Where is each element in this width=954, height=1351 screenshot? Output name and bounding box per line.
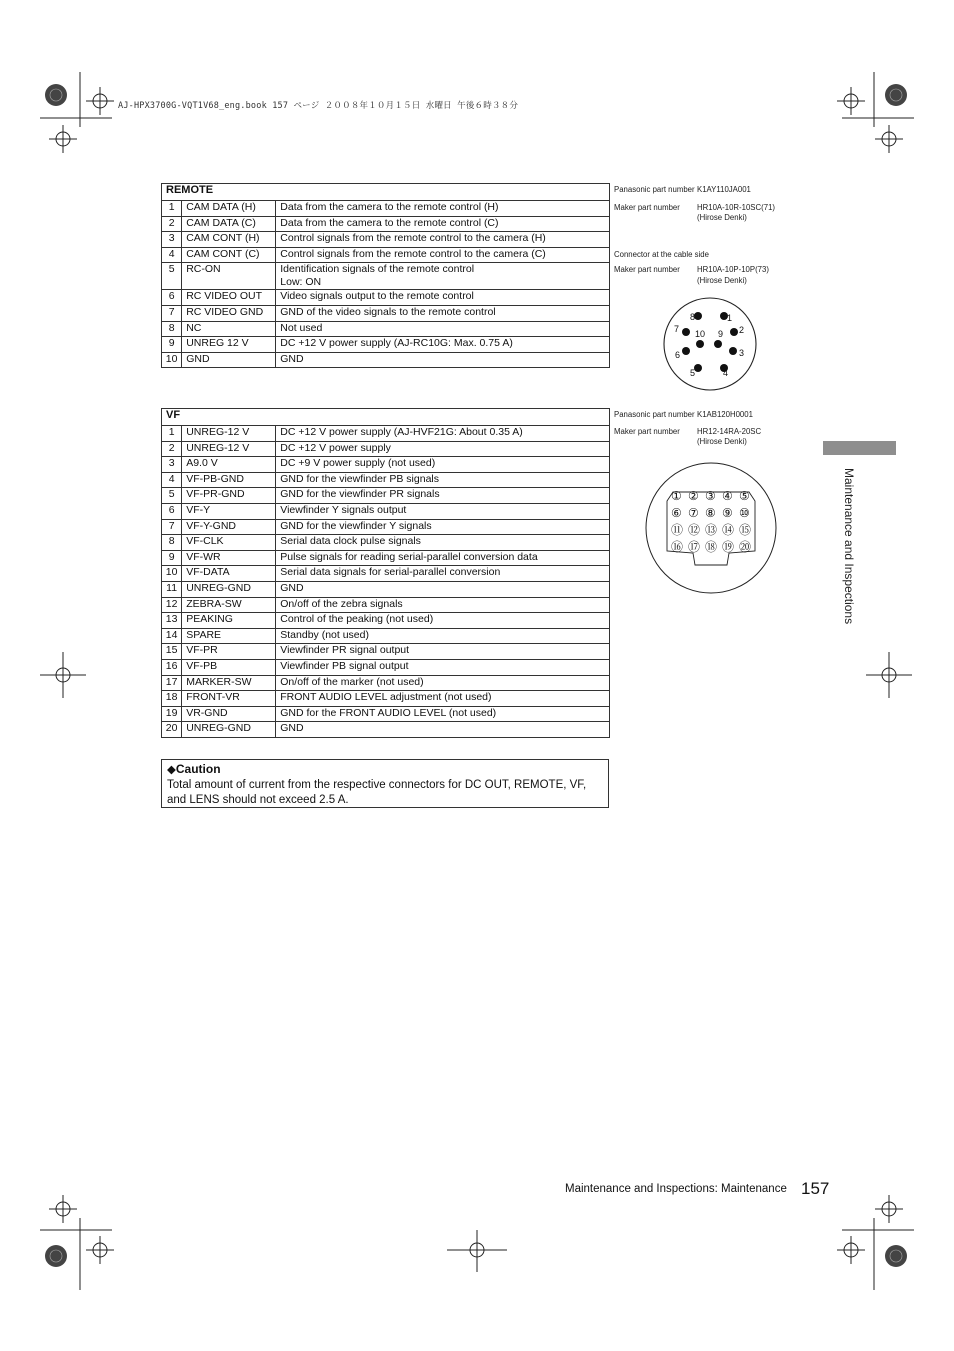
signal-name: VF-PB-GND: [182, 472, 276, 488]
signal-description: DC +12 V power supply (AJ-HVF21G: About 0.35 A): [276, 426, 610, 442]
pin-label: ④: [722, 489, 733, 503]
vf-connector-diagram: [643, 461, 779, 595]
pin-label: 10: [695, 329, 706, 339]
vf-pin-row: [162, 659, 610, 675]
signal-description: Viewfinder Y signals output: [276, 503, 610, 519]
pin-number: 4: [162, 247, 182, 263]
signal-description: Serial data clock pulse signals: [276, 535, 610, 551]
signal-description: GND: [276, 581, 610, 597]
pin-number: 8: [162, 321, 182, 337]
vf-pin-row: [162, 613, 610, 629]
pin-number: 9: [162, 337, 182, 353]
signal-name: UNREG-GND: [182, 581, 276, 597]
remote-connector-diagram: [660, 296, 760, 392]
vf-pin-row: [162, 722, 610, 738]
pin-number: 17: [162, 675, 182, 691]
pin-label: ①: [671, 489, 682, 503]
pin-number: 19: [162, 706, 182, 722]
signal-name: RC VIDEO OUT: [182, 290, 276, 306]
pin-label: 8: [690, 312, 696, 322]
pin-label: 2: [739, 325, 745, 335]
signal-description: GND for the viewfinder PR signals: [276, 488, 610, 504]
signal-description: Control signals from the remote control to the camera (C): [276, 247, 610, 263]
remote-table-title: REMOTE: [162, 184, 610, 201]
pin-label: ⑳: [739, 540, 752, 554]
remote-panasonic-label: Panasonic part number: [614, 185, 695, 194]
signal-description: Control signals from the remote control to the camera (H): [276, 232, 610, 248]
signal-name: GND: [182, 352, 276, 368]
signal-description: Viewfinder PR signal output: [276, 644, 610, 660]
pin-label: ⑲: [722, 540, 735, 554]
signal-description: Data from the camera to the remote control (H): [276, 201, 610, 217]
signal-name: VF-Y: [182, 503, 276, 519]
pin-label: ②: [688, 489, 699, 503]
pin-dot: [682, 328, 690, 336]
remote-pin-row: [162, 337, 610, 353]
signal-description: Data from the camera to the remote control (C): [276, 216, 610, 232]
signal-description: DC +12 V power supply: [276, 441, 610, 457]
remote-pin-row: [162, 232, 610, 248]
vf-pin-table: [161, 408, 610, 738]
pin-number: 14: [162, 628, 182, 644]
pin-dot: [729, 347, 737, 355]
pin-number: 18: [162, 691, 182, 707]
pin-label: ⑯: [671, 540, 684, 554]
signal-name: VF-PR: [182, 644, 276, 660]
signal-description: Standby (not used): [276, 628, 610, 644]
vf-pin-row: [162, 597, 610, 613]
remote-pin-row: [162, 305, 610, 321]
remote-maker-label: Maker part number: [614, 203, 680, 212]
section-tab-marker: [823, 441, 896, 455]
caution-text: Total amount of current from the respective connectors for DC OUT, REMOTE, VF, and LENS should not exceed 2.5 A.: [167, 779, 587, 806]
pin-number: 1: [162, 426, 182, 442]
remote-cable-side-label: Connector at the cable side: [614, 250, 709, 259]
pin-dot: [694, 312, 702, 320]
pin-number: 11: [162, 581, 182, 597]
pin-label: ⑤: [739, 489, 750, 503]
signal-name: ZEBRA-SW: [182, 597, 276, 613]
remote-maker2-value: HR10A-10P-10P(73): [697, 265, 769, 274]
pin-label: 5: [690, 368, 696, 378]
pin-number: 13: [162, 613, 182, 629]
pin-dot: [694, 364, 702, 372]
signal-description: Not used: [276, 321, 610, 337]
vf-pin-row: [162, 581, 610, 597]
vf-pin-row: [162, 706, 610, 722]
remote-pin-row: [162, 263, 610, 290]
remote-maker-value: HR10A-10R-10SC(71): [697, 203, 775, 212]
signal-name: FRONT-VR: [182, 691, 276, 707]
vf-pin-row: [162, 441, 610, 457]
signal-description: On/off of the marker (not used): [276, 675, 610, 691]
signal-description: GND of the video signals to the remote control: [276, 305, 610, 321]
vf-pin-row: [162, 472, 610, 488]
vf-maker-label: Maker part number: [614, 427, 680, 436]
pin-number: 10: [162, 352, 182, 368]
signal-description: GND for the viewfinder PB signals: [276, 472, 610, 488]
remote-pin-row: [162, 247, 610, 263]
vf-pin-row: [162, 644, 610, 660]
signal-name: UNREG-12 V: [182, 441, 276, 457]
pin-dot: [696, 340, 704, 348]
signal-name: VF-PB: [182, 659, 276, 675]
signal-description: Viewfinder PB signal output: [276, 659, 610, 675]
signal-description: Control of the peaking (not used): [276, 613, 610, 629]
pin-label: ⑩: [739, 506, 750, 520]
pin-label: ③: [705, 489, 716, 503]
remote-pin-row: [162, 201, 610, 217]
pin-number: 4: [162, 472, 182, 488]
remote-pin-row: [162, 352, 610, 368]
signal-name: RC-ON: [182, 263, 276, 290]
description-line: Identification signals of the remote control: [280, 263, 475, 276]
signal-description: DC +9 V power supply (not used): [276, 457, 610, 473]
pin-label: ⑭: [722, 523, 735, 537]
pin-number: 6: [162, 290, 182, 306]
signal-description: Serial data signals for serial-parallel conversion: [276, 566, 610, 582]
remote-pin-table: [161, 183, 610, 368]
pin-label: ⑮: [739, 523, 752, 537]
pin-label: 1: [727, 313, 733, 323]
signal-description: GND: [276, 352, 610, 368]
pin-number: 8: [162, 535, 182, 551]
signal-name: VF-CLK: [182, 535, 276, 551]
vf-maker-note: (Hirose Denki): [697, 437, 747, 446]
remote-maker2-label: Maker part number: [614, 265, 680, 274]
signal-name: UNREG-GND: [182, 722, 276, 738]
signal-name: VF-DATA: [182, 566, 276, 582]
diamond-icon: ◆: [167, 764, 176, 776]
signal-description: GND for the FRONT AUDIO LEVEL (not used): [276, 706, 610, 722]
signal-name: RC VIDEO GND: [182, 305, 276, 321]
signal-name: UNREG-12 V: [182, 426, 276, 442]
pin-number: 2: [162, 216, 182, 232]
pin-label: ⑫: [688, 523, 701, 537]
vf-pin-row: [162, 535, 610, 551]
signal-name: SPARE: [182, 628, 276, 644]
pin-number: 15: [162, 644, 182, 660]
remote-panasonic-value: K1AY110JA001: [697, 185, 751, 194]
pin-number: 12: [162, 597, 182, 613]
signal-name: VR-GND: [182, 706, 276, 722]
pin-label: ⑨: [722, 506, 733, 520]
pin-label: ⑦: [688, 506, 699, 520]
vf-pin-row: [162, 519, 610, 535]
signal-description: Pulse signals for reading serial-parallel conversion data: [276, 550, 610, 566]
print-header: AJ-HPX3700G-VQT1V68_eng.book 157 ページ ２００８年１０月１５日 水曜日 午後６時３８分: [118, 101, 519, 111]
pin-number: 7: [162, 519, 182, 535]
vf-pin-row: [162, 503, 610, 519]
pin-label: 7: [674, 324, 680, 334]
pin-label: 6: [675, 350, 681, 360]
remote-pin-row: [162, 216, 610, 232]
signal-description: GND: [276, 722, 610, 738]
signal-description: DC +12 V power supply (AJ-RC10G: Max. 0.75 A): [276, 337, 610, 353]
pin-number: 6: [162, 503, 182, 519]
vf-pin-row: [162, 550, 610, 566]
pin-number: 5: [162, 488, 182, 504]
pin-number: 20: [162, 722, 182, 738]
signal-name: VF-Y-GND: [182, 519, 276, 535]
signal-name: CAM DATA (C): [182, 216, 276, 232]
signal-name: CAM DATA (H): [182, 201, 276, 217]
pin-number: 9: [162, 550, 182, 566]
vf-pin-row: [162, 675, 610, 691]
pin-number: 7: [162, 305, 182, 321]
remote-maker2-note: (Hirose Denki): [697, 276, 747, 285]
signal-description: FRONT AUDIO LEVEL adjustment (not used): [276, 691, 610, 707]
description-line: Low: ON: [280, 276, 322, 289]
pin-label: ⑰: [688, 540, 701, 554]
signal-name: CAM CONT (H): [182, 232, 276, 248]
signal-name: UNREG 12 V: [182, 337, 276, 353]
vf-table-title: VF: [162, 409, 610, 426]
signal-name: VF-WR: [182, 550, 276, 566]
pin-label: ⑥: [671, 506, 682, 520]
signal-name: MARKER-SW: [182, 675, 276, 691]
vf-pin-row: [162, 426, 610, 442]
vf-panasonic-value: K1AB120H0001: [697, 410, 753, 419]
signal-name: A9.0 V: [182, 457, 276, 473]
signal-description: GND for the viewfinder Y signals: [276, 519, 610, 535]
signal-name: CAM CONT (C): [182, 247, 276, 263]
vf-pin-row: [162, 488, 610, 504]
signal-name: PEAKING: [182, 613, 276, 629]
pin-number: 10: [162, 566, 182, 582]
remote-maker-note: (Hirose Denki): [697, 213, 747, 222]
vf-pin-row: [162, 691, 610, 707]
vf-pin-row: [162, 566, 610, 582]
pin-dot: [730, 328, 738, 336]
signal-description: On/off of the zebra signals: [276, 597, 610, 613]
pin-label: 4: [723, 368, 729, 378]
signal-name: VF-PR-GND: [182, 488, 276, 504]
footer-section-title: Maintenance and Inspections: Maintenance: [565, 1183, 787, 1195]
vf-pin-row: [162, 457, 610, 473]
caution-box: [161, 759, 609, 808]
pin-dot: [682, 347, 690, 355]
remote-pin-row: [162, 321, 610, 337]
pin-number: 3: [162, 232, 182, 248]
pin-dot: [714, 340, 722, 348]
vf-pin-row: [162, 628, 610, 644]
pin-label: ⑬: [705, 523, 718, 537]
signal-description: Video signals output to the remote control: [276, 290, 610, 306]
vf-panasonic-label: Panasonic part number: [614, 410, 695, 419]
pin-label: 9: [718, 329, 724, 339]
pin-number: 1: [162, 201, 182, 217]
pin-number: 5: [162, 263, 182, 290]
pin-label: 3: [739, 348, 745, 358]
caution-title: Caution: [175, 762, 221, 776]
pin-number: 2: [162, 441, 182, 457]
pin-number: 16: [162, 659, 182, 675]
signal-name: NC: [182, 321, 276, 337]
pin-label: ⑪: [671, 523, 684, 537]
pin-label: ⑧: [705, 506, 716, 520]
signal-description: [276, 263, 610, 290]
pin-label: ⑱: [705, 540, 718, 554]
remote-pin-row: [162, 290, 610, 306]
vf-maker-value: HR12-14RA-20SC: [697, 427, 762, 436]
page-number: 157: [801, 1179, 830, 1198]
pin-number: 3: [162, 457, 182, 473]
section-side-label: Maintenance and Inspections: [842, 468, 856, 625]
